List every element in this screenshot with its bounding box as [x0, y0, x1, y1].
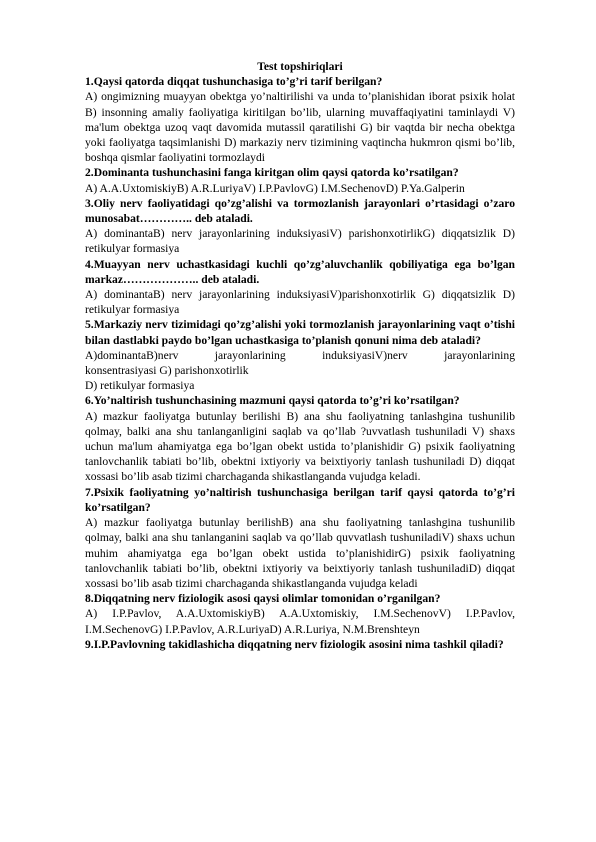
document-page	[85, 59, 515, 652]
answer-6: A) mazkur faoliyatga butunlay berilishi B) ana shu faoliyatning tanlashgina tushunilib qolmay, balki ana shu tanlanganligini saqlab va qo’llab ?uvvatlash tushuniladi V) shaxs uchun ma'lum ahamiyatga ega bo’lgan obekt ustida to’planishidir G) psixik faoliyatning tanlovchanlik tabiati bo’lib, obektni ixtiyoriy va beixtiyoriy tanlash tushuniladi D) diqqat xossasi bo’lib asab tizimi charchaganda shikastlanganda vujudga keladi.	[85, 409, 515, 484]
question-5: 5.Markaziy nerv tizimidagi qo’zg’alishi yoki tormozlanish jarayonlarining vaqt o’tishi bilan dastlabki paydo bo’lgan uchastkasiga to’planish qonuni nima deb ataladi?	[85, 318, 515, 347]
answer-3: A) dominantaB) nerv jarayonlarining induksiyasiV) parishonxotirlikG) diqqatsizlik D) retikulyar formasiya	[85, 227, 515, 256]
answer-7: A) mazkur faoliyatga butunlay berilishB) ana shu faoliyatning tanlashgina tushunilib qolmay, balki ana shu tanlanganini saqlab va qo’llab quvvatlash tushuniladiV) shaxs uchun muhim ahamiyatga ega bo’lgan obekt ustida to’planishidirG) psixik faoliyatning tanlovchanlik tabiati bo’lib, obektni ixtiyoriy va beixtiyoriy tanlash tushuniladiD) diqqat xossasi bo’lib asab tizimi charchaganda shikastlanganda vujudga keladi	[85, 516, 515, 590]
answer-8: A) I.P.Pavlov, A.A.UxtomiskiyB) A.A.Uxtomiskiy, I.M.SechenovV) I.P.Pavlov, I.M.SechenovG) I.P.Pavlov, A.R.LuriyaD) A.R.Luriya, N.M.Brenshteyn	[85, 607, 515, 636]
answer-5-line-2: konsentrasiyasi G) parishonxotirlik	[85, 364, 249, 378]
answer-5-line-1: A)dominantaB)nerv jarayonlarining induksiyasiV)nerv jarayonlarining	[85, 348, 515, 362]
page-title: Test topshiriqlari	[257, 60, 343, 73]
answer-1: A) ongimizning muayyan obektga yo’naltirilishi va unda to’planishidan iborat psixik holat B) insonning amaliy faoliyatiga kiritilgan bo’lib, ularning muvaffaqiyatini taminlaydi V) ma'lum obektga uzoq vaqt davomida mutassil qaratilishi G) bir vaqtda bir necha obektga yoki faoliyatga taqsimlanishi D) markaziy nerv tizimining vaqtincha hukmron qismi bo’lib, boshqa qismlar faoliyatini tormozlaydi	[85, 90, 515, 165]
question-2: 2.Dominanta tushunchasini fanga kiritgan olim qaysi qatorda ko’rsatilgan?	[85, 166, 459, 180]
question-3: 3.Oliy nerv faoliyatidagi qo’zg’alishi va tormozlanish jarayonlari o’rtasidagi o’zaro munosabat………….. deb ataladi.	[85, 196, 515, 226]
question-9: 9.I.P.Pavlovning takidlashicha diqqatning nerv fiziologik asosini nima tashkil qiladi?	[85, 637, 504, 651]
question-7: 7.Psixik faoliyatning yo’naltirish tushunchasiga berilgan tarif qaysi qatorda to’g’ri ko’rsatilgan?	[85, 485, 515, 514]
question-4: 4.Muayyan nerv uchastkasidagi kuchli qo’zg’aluvchanlik qobiliyatiga ega bo’lgan markaz……………….. deb ataladi.	[85, 257, 515, 286]
question-1: 1.Qaysi qatorda diqqat tushunchasiga to’g’ri tarif berilgan?	[85, 75, 383, 89]
answer-4: A) dominantaB) nerv jarayonlarining induksiyasiV)parishonxotirlik G) diqqatsizlik D) retikulyar formasiya	[85, 288, 515, 317]
question-8: 8.Diqqatning nerv fiziologik asosi qaysi olimlar tomonidan o’rganilgan?	[85, 592, 441, 606]
answer-2: A) A.A.UxtomiskiyB) A.R.LuriyaV) I.P.PavlovG) I.M.SechenovD) P.Ya.Galperin	[85, 181, 465, 195]
answer-5-line-3: D) retikulyar formasiya	[85, 379, 195, 393]
question-6: 6.Yo’naltirish tushunchasining mazmuni qaysi qatorda to’g’ri ko’rsatilgan?	[85, 394, 460, 408]
